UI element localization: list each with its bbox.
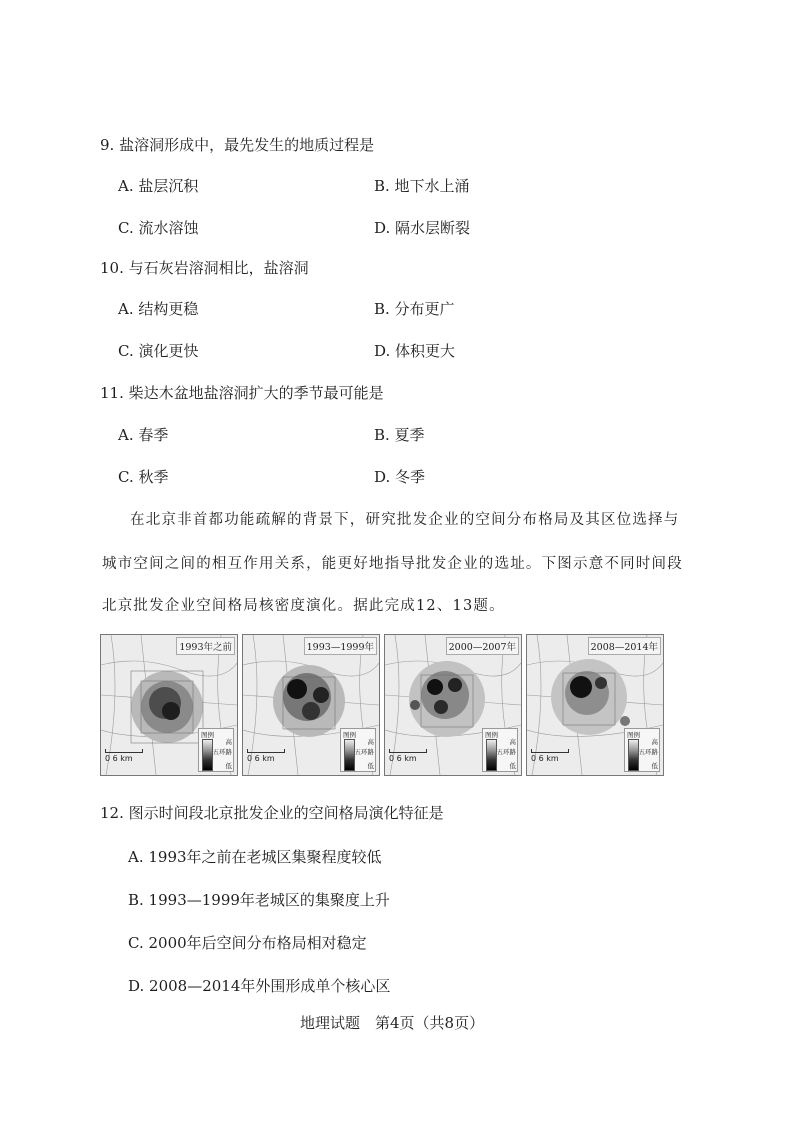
q10-option-b[interactable]: B. 分布更广 bbox=[374, 300, 455, 318]
density-map-3 bbox=[384, 634, 522, 776]
q12-option-b[interactable]: B. 1993—1999年老城区的集聚度上升 bbox=[128, 891, 390, 909]
q12-option-c[interactable]: C. 2000年后空间分布格局相对稳定 bbox=[128, 934, 367, 952]
question-12-stem: 12. 图示时间段北京批发企业的空间格局演化特征是 bbox=[100, 804, 444, 822]
question-10-stem: 10. 与石灰岩溶洞相比，盐溶洞 bbox=[100, 259, 309, 277]
map-2-scale: 0 6 km bbox=[247, 754, 275, 763]
q9-option-a[interactable]: A. 盐层沉积 bbox=[118, 177, 199, 195]
q11-option-a[interactable]: A. 春季 bbox=[118, 426, 169, 444]
q10-option-a[interactable]: A. 结构更稳 bbox=[118, 300, 199, 318]
map-4-scale: 0 6 km bbox=[531, 754, 559, 763]
map-4-title: 2008—2014年 bbox=[588, 637, 661, 655]
q11-option-c[interactable]: C. 秋季 bbox=[118, 468, 169, 486]
map-3-legend: 图例 高 五环路 低 bbox=[482, 728, 518, 772]
passage-line-3: 北京批发企业空间格局核密度演化。据此完成12、13题。 bbox=[102, 598, 505, 614]
density-map-4 bbox=[526, 634, 664, 776]
passage-line-1: 在北京非首都功能疏解的背景下，研究批发企业的空间分布格局及其区位选择与 bbox=[130, 512, 680, 528]
map-1-scale: 0 6 km bbox=[105, 754, 133, 763]
q11-option-d[interactable]: D. 冬季 bbox=[374, 468, 426, 486]
q9-option-d[interactable]: D. 隔水层断裂 bbox=[374, 219, 471, 237]
question-11-stem: 11. 柴达木盆地盐溶洞扩大的季节最可能是 bbox=[100, 384, 384, 402]
q10-option-d[interactable]: D. 体积更大 bbox=[374, 342, 456, 360]
q10-option-c[interactable]: C. 演化更快 bbox=[118, 342, 199, 360]
map-4-legend: 图例 高 五环路 低 bbox=[624, 728, 660, 772]
page-footer: 地理试题 第4页（共8页） bbox=[300, 1014, 485, 1032]
map-1-legend: 图例 高 五环路 低 bbox=[198, 728, 234, 772]
map-3-title: 2000—2007年 bbox=[446, 637, 519, 655]
q12-option-a[interactable]: A. 1993年之前在老城区集聚程度较低 bbox=[128, 848, 382, 866]
passage-line-2: 城市空间之间的相互作用关系，能更好地指导批发企业的选址。下图示意不同时间段 bbox=[102, 556, 683, 572]
q12-option-d[interactable]: D. 2008—2014年外围形成单个核心区 bbox=[128, 977, 391, 995]
density-map-1 bbox=[100, 634, 238, 776]
q11-option-b[interactable]: B. 夏季 bbox=[374, 426, 425, 444]
q9-option-c[interactable]: C. 流水溶蚀 bbox=[118, 219, 199, 237]
map-3-scale: 0 6 km bbox=[389, 754, 417, 763]
density-maps-figure bbox=[100, 634, 660, 776]
map-2-title: 1993—1999年 bbox=[304, 637, 377, 655]
q9-option-b[interactable]: B. 地下水上涌 bbox=[374, 177, 470, 195]
map-2-legend: 图例 高 五环路 低 bbox=[340, 728, 376, 772]
question-9-stem: 9. 盐溶洞形成中，最先发生的地质过程是 bbox=[100, 136, 375, 154]
density-map-2 bbox=[242, 634, 380, 776]
map-1-title: 1993年之前 bbox=[176, 637, 235, 655]
